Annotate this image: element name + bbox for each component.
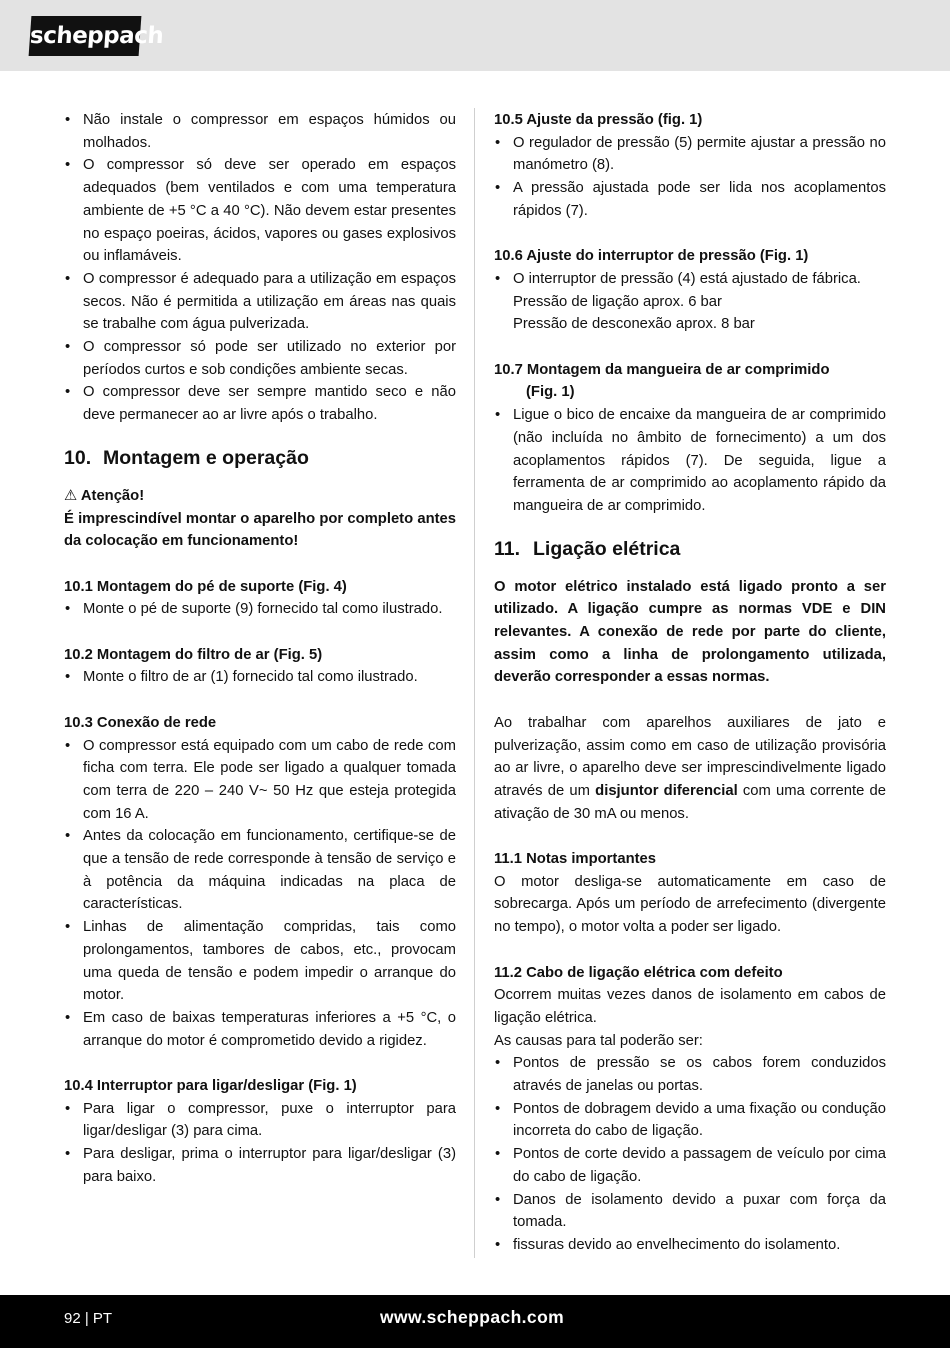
section-number: 11.: [494, 537, 521, 560]
list-item: • Para desligar, prima o interruptor para ligar/desligar (3) para baixo.: [64, 1143, 456, 1188]
subsection-10-4-list: [64, 1098, 456, 1189]
list-item: • Ligue o bico de encaixe da mangueira de ar comprimido (não incluída no âmbito de fornecimento) a um dos acoplamentos rápidos (7). De seguida, ligue a ferramenta de ar comprimido ao acoplamento rápido da mangueira de ar comprimido.: [494, 404, 886, 518]
section-11-intro: O motor elétrico instalado está ligado pronto a ser utilizado. A ligação cumpre as normas VDE e DIN relevantes. A conexão de rede por parte do cliente, assim como a linha de prolongamento utilizada, deverão corresponder a essas normas.: [494, 578, 886, 686]
title-line: 10.7 Montagem da mangueira de ar comprimido: [494, 361, 830, 378]
subsection-10-1-title: 10.1 Montagem do pé de suporte (Fig. 4): [64, 578, 347, 595]
attention-text: É imprescindível montar o aparelho por completo antes da colocação em funcionamento!: [64, 510, 456, 550]
attention-label: ⚠ Atenção!: [64, 487, 145, 504]
subsection-10-3-title: 10.3 Conexão de rede: [64, 714, 217, 731]
location-bullets: [64, 109, 456, 427]
list-item: • O compressor deve ser sempre mantido seco e não deve permanecer ao ar livre após o trabalho.: [64, 381, 456, 426]
rcd-paragraph: [494, 712, 886, 826]
subsection-10-7-list: [494, 404, 886, 518]
list-item: • Linhas de alimentação compridas, tais como prolongamentos, tambores de cabos, etc., provocam uma queda de tensão e podem impedir o arranque do motor.: [64, 916, 456, 1007]
section-title: Montagem e operação: [103, 446, 309, 469]
subsection-10-5-title: 10.5 Ajuste da pressão (fig. 1): [494, 112, 703, 128]
subsection-10-1-list: [64, 598, 456, 621]
list-item: • A pressão ajustada pode ser lida nos acoplamentos rápidos (7).: [494, 177, 886, 222]
list-item: • Pontos de pressão se os cabos forem conduzidos através de janelas ou portas.: [494, 1052, 886, 1097]
subsection-11-2-causes: As causas para tal poderão ser:: [494, 1032, 703, 1049]
subsection-11-2-text: Ocorrem muitas vezes danos de isolamento em cabos de ligação elétrica.: [494, 987, 886, 1026]
list-item: • O compressor é adequado para a utilização em espaços secos. Não é permitida a utilização em áreas nas quais se trabalhe com água pulverizada.: [64, 268, 456, 336]
subsection-11-1-title: 11.1 Notas importantes: [494, 851, 656, 868]
subsection-10-7-title: [494, 359, 886, 404]
subsection-10-3-list: [64, 735, 456, 1053]
list-item: • Danos de isolamento devido a puxar com força da tomada.: [494, 1189, 886, 1234]
page-footer: [0, 1295, 950, 1348]
list-item: • Não instale o compressor em espaços húmidos ou molhados.: [64, 109, 456, 154]
right-column: [494, 109, 886, 1257]
title-line: (Fig. 1): [526, 384, 575, 401]
page-number: 92 | PT: [64, 1310, 113, 1327]
paragraph-text: Ao trabalhar com aparelhos auxiliares de jato e pulverização, assim como em caso de utilização provisória ao ar livre, o aparelho deve ser imprescindivelmente ligado através de um: [494, 714, 886, 799]
subsection-11-1-text: O motor desliga-se automaticamente em caso de sobrecarga. Após um período de arrefecimento (divergente no tempo), o motor volta a poder ser ligado.: [494, 873, 886, 936]
website-url: www.scheppach.com: [380, 1307, 565, 1327]
page-header: [0, 0, 950, 71]
subsection-11-2-title: 11.2 Cabo de ligação elétrica com defeito: [494, 964, 783, 981]
subsection-10-2-title: 10.2 Montagem do filtro de ar (Fig. 5): [64, 646, 323, 663]
list-item: • Para ligar o compressor, puxe o interruptor para ligar/desligar (3) para cima.: [64, 1098, 456, 1143]
list-item: • Pontos de dobragem devido a uma fixação ou condução incorreta do cabo de ligação.: [494, 1098, 886, 1143]
section-title: Ligação elétrica: [533, 537, 681, 560]
paragraph-emphasis: disjuntor diferencial: [595, 782, 738, 799]
scheppach-logo: scheppach: [29, 16, 142, 56]
switch-on-pressure: Pressão de ligação aprox. 6 bar: [513, 293, 722, 310]
subsection-11-2-list: [494, 1052, 886, 1256]
list-item: • Monte o pé de suporte (9) fornecido tal como ilustrado.: [64, 598, 456, 621]
list-item: • O compressor só pode ser utilizado no exterior por períodos curtos e sob condições ambiente secas.: [64, 336, 456, 381]
column-divider: [474, 108, 475, 1258]
list-item: • O regulador de pressão (5) permite ajustar a pressão no manómetro (8).: [494, 132, 886, 177]
list-item: • Pontos de corte devido a passagem de veículo por cima do cabo de ligação.: [494, 1143, 886, 1188]
subsection-10-5-list: [494, 132, 886, 223]
subsection-10-6-list: [494, 268, 886, 291]
section-number: 10.: [64, 446, 92, 469]
list-item: • fissuras devido ao envelhecimento do isolamento.: [494, 1234, 886, 1257]
list-item: • Antes da colocação em funcionamento, certifique-se de que a tensão de rede corresponde à tensão de serviço e à potência da máquina indicadas na placa de características.: [64, 825, 456, 916]
section-11-heading: [494, 536, 886, 562]
left-column: [64, 109, 456, 1189]
list-item: • Monte o filtro de ar (1) fornecido tal como ilustrado.: [64, 666, 456, 689]
switch-off-pressure: Pressão de desconexão aprox. 8 bar: [513, 316, 755, 333]
list-item: • O compressor só deve ser operado em espaços adequados (bem ventilados e com uma temperatura ambiente de +5 °C a 40 °C). Não devem estar presentes no espaço poeiras, ácidos, vapores ou gases explosivos ou inflamáveis.: [64, 154, 456, 268]
list-item: • O interruptor de pressão (4) está ajustado de fábrica.: [494, 268, 886, 291]
section-10-heading: [64, 445, 456, 471]
subsection-10-6-title: 10.6 Ajuste do interruptor de pressão (Fig. 1): [494, 248, 809, 265]
list-item: • O compressor está equipado com um cabo de rede com ficha com terra. Ele pode ser ligado a qualquer tomada com terra de 220 – 240 V~ 50 Hz que esteja protegida com 16 A.: [64, 735, 456, 826]
list-item: • Em caso de baixas temperaturas inferiores a +5 °C, o arranque do motor é comprometido devido a rigidez.: [64, 1007, 456, 1052]
subsection-10-4-title: 10.4 Interruptor para ligar/desligar (Fig. 1): [64, 1078, 357, 1095]
subsection-10-2-list: [64, 666, 456, 689]
paragraph-text: com uma corrente de ativação de 30 mA ou menos.: [494, 782, 886, 822]
